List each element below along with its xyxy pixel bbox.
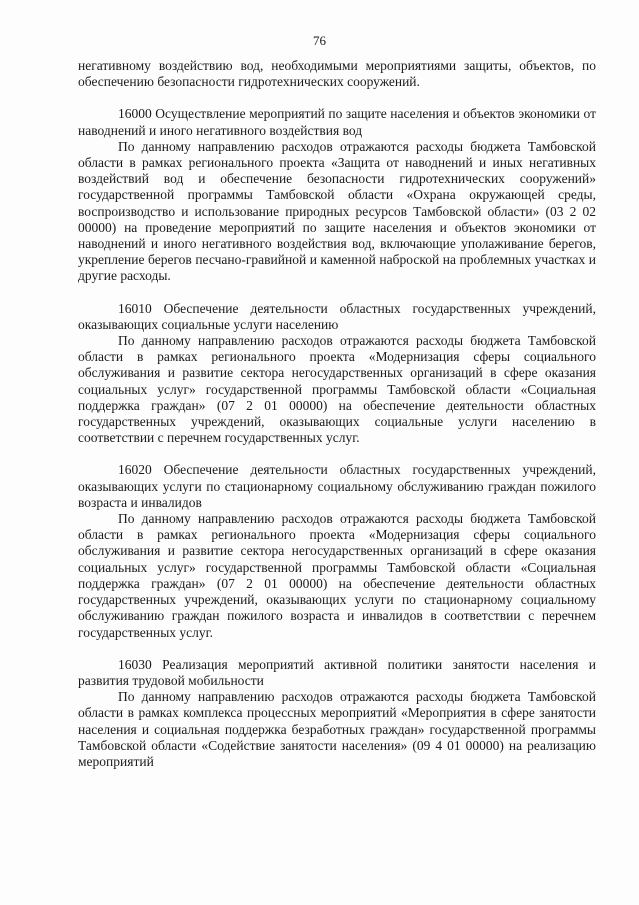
section-heading: 16020 Обеспечение деятельности областных государственных учреждений, оказывающих услуги по стационарному социальному обслуживанию граждан пожилого возраста и инвалидов	[78, 462, 596, 510]
section-16010	[78, 301, 596, 447]
section-heading: 16000 Осуществление мероприятий по защите населения и объектов экономики от наводнений и иного негативного воздействия вод	[78, 106, 596, 138]
section-16030	[78, 657, 596, 770]
section-heading: 16010 Обеспечение деятельности областных государственных учреждений, оказывающих социальные услуги населению	[78, 300, 596, 332]
continuation-paragraph: негативному воздействию вод, необходимыми мероприятиями защиты, объектов, по обеспечению безопасности гидротехнических сооружений.	[78, 58, 596, 90]
document-body	[78, 58, 596, 770]
section-body: По данному направлению расходов отражаются расходы бюджета Тамбовской области в рамках комплекса процессных мероприятий «Мероприятия в сфере занятости населения и социальная поддержка безработных граждан» государственной программы Тамбовской области «Содействие занятости населения» (09 4 01 00000) на реализацию мероприятий	[78, 689, 596, 769]
page-number: 76	[313, 33, 326, 48]
section-body: По данному направлению расходов отражаются расходы бюджета Тамбовской области в рамках регионального проекта «Модернизация сферы социального обслуживания и развитие сектора негосударственных организаций в сфере оказания социальных услуг» государственной программы Тамбовской области «Социальная поддержка граждан» (07 2 01 00000) на обеспечение деятельности областных государственных учреждений, оказывающих услуги по стационарному социальному обслуживанию граждан пожилого возраста и инвалидов в соответствии с перечнем государственных услуг.	[78, 511, 596, 640]
section-body: По данному направлению расходов отражаются расходы бюджета Тамбовской области в рамках регионального проекта «Модернизация сферы социального обслуживания и развитие сектора негосударственных организаций в сфере оказания социальных услуг» государственной программы Тамбовской области «Социальная поддержка граждан» (07 2 01 00000) на обеспечение деятельности областных государственных учреждений, оказывающих социальные услуги населению в соответствии с перечнем государственных услуг.	[78, 333, 596, 446]
section-heading: 16030 Реализация мероприятий активной политики занятости населения и развития трудовой мобильности	[78, 656, 596, 688]
section-16020	[78, 462, 596, 640]
section-16000	[78, 106, 596, 284]
section-body: По данному направлению расходов отражаются расходы бюджета Тамбовской области в рамках регионального проекта «Защита от наводнений и иных негативных воздействий вод и обеспечение безопасности гидротехнических сооружений» государственной программы Тамбовской области «Охрана окружающей среды, воспроизводство и использование природных ресурсов Тамбовской области» (03 2 02 00000) на проведение мероприятий по защите населения и объектов экономики от наводнений и иного негативного воздействия вод, включающие уполаживание берегов, укрепление берегов песчано-гравийной и каменной наброской на проблемных участках и другие расходы.	[78, 138, 596, 284]
